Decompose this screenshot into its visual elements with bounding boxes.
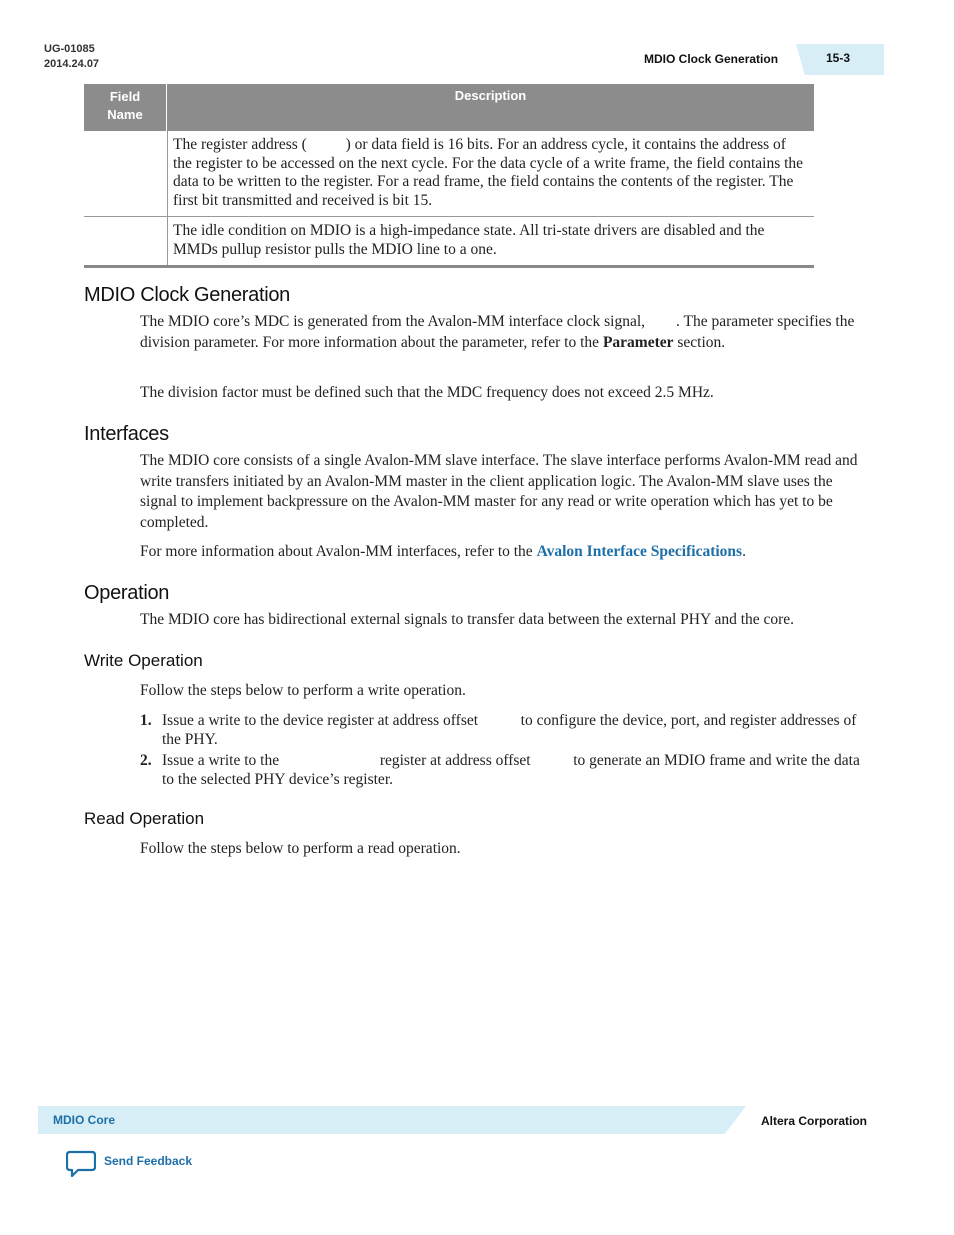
list-item [140,711,870,749]
section-heading-clock: MDIO Clock Generation [84,284,290,306]
table-row [84,217,814,268]
table-row [84,131,814,217]
footer-core-name: MDIO Core [53,1113,116,1127]
footer-band [38,1106,746,1134]
avalon-spec-link[interactable]: Avalon Interface Specifications [536,543,743,560]
step-number: 2. [140,752,152,769]
table-cell-description: The register address ( ) or data field is 16 bits. For an address cycle, it contains the address of the register to be accessed on the next cycle. For the data cycle of a write frame, the field contains the data to be written to the register. For a read frame, the field contains the contents of the register. The first bit transmitted and received is bit 15. [173,136,807,209]
table-cell-field [84,217,168,265]
step-text: Issue a write to the device register at address offset to configure the device, port, and register addresses of the PHY. [162,712,861,748]
clock-text-a: The MDIO core’s MDC is generated from the Avalon-MM interface clock signal, . The parameter specifies the division parameter. For more information about the parameter, refer to the [140,313,859,351]
table-header-row [84,84,814,131]
subsection-heading-write: Write Operation [84,651,203,670]
send-feedback-link[interactable]: Send Feedback [104,1154,193,1168]
write-steps-list [140,711,870,791]
column-header-field-name: Field Name [84,84,167,131]
speech-bubble-icon[interactable] [66,1150,96,1183]
running-header-title: MDIO Clock Generation [644,52,779,66]
list-item [140,751,870,789]
doc-number: UG-01085 [44,43,95,55]
section-heading-interfaces: Interfaces [84,423,169,445]
doc-date: 2014.24.07 [44,58,100,70]
page-number: 15-3 [826,51,851,65]
step-number: 1. [140,712,152,729]
parameter-ref: Parameter [602,333,674,351]
subsection-heading-read: Read Operation [84,809,205,828]
read-intro: Follow the steps below to perform a read operation. [140,840,461,857]
document-id [44,42,99,72]
step-text: Issue a write to the register at address offset to generate an MDIO frame and write the data to the selected PHY device’s register. [162,752,864,788]
interfaces-ref-text: For more information about Avalon-MM interfaces, refer to the [140,543,537,560]
clock-paragraph [140,312,870,353]
column-header-description: Description [454,88,527,103]
interfaces-ref-end: . [742,543,746,560]
section-heading-operation: Operation [84,582,170,604]
footer-company: Altera Corporation [761,1114,868,1128]
clock-frequency-paragraph: The division factor must be defined such that the MDC frequency does not exceed 2.5 MHz. [140,384,714,401]
clock-text-b: section. [673,333,726,351]
interfaces-reference-paragraph [140,542,870,563]
operation-paragraph: The MDIO core has bidirectional external signals to transfer data between the external PHY and the core. [140,611,795,628]
write-intro: Follow the steps below to perform a write operation. [140,682,466,699]
table-cell-description: The idle condition on MDIO is a high-impedance state. All tri-state drivers are disabled and the MMDs pullup resistor pulls the MDIO line to a one. [173,222,765,258]
field-description-table [84,84,814,268]
table-cell-field [84,131,168,216]
interfaces-paragraph: The MDIO core consists of a single Avalon-MM slave interface. The slave interface performs Avalon-MM read and write transfers initiated by an Avalon-MM master in the client application logic. The Avalon-MM slave uses the signal to implement backpressure on the Avalon-MM master for any read or write operation which has yet to be completed. [140,452,918,531]
